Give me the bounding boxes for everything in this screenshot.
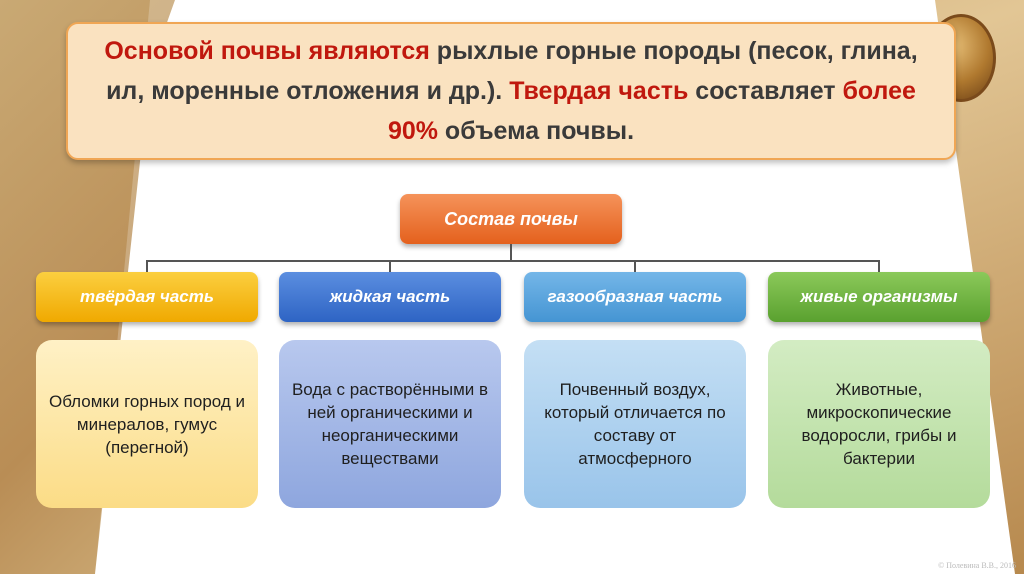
connector-branch-solid: [146, 260, 148, 272]
description-gas: Почвенный воздух, который отличается по составу от атмосферного: [524, 340, 746, 508]
intro-highlight-basis: Основой почвы являются: [104, 37, 430, 65]
intro-highlight-solid: Твердая часть: [509, 77, 689, 105]
category-solid: твёрдая часть: [36, 272, 258, 322]
connector-branch-gas: [634, 260, 636, 272]
intro-callout: [66, 22, 956, 160]
description-liquid: Вода с растворёнными в ней органическими и неорганическими веществами: [279, 340, 501, 508]
intro-highlight-percent: более 90%: [387, 77, 916, 145]
copyright-footer: © Полевина В.В., 2016: [938, 561, 1016, 570]
connector-root-stem: [510, 244, 512, 261]
connector-branch-organisms: [878, 260, 880, 272]
category-liquid: жидкая часть: [279, 272, 501, 322]
connector-horizontal: [146, 260, 880, 262]
category-gas: газообразная часть: [524, 272, 746, 322]
root-node-soil-composition: Состав почвы: [400, 194, 622, 244]
description-organisms: Животные, микроскопические водоросли, грибы и бактерии: [768, 340, 990, 508]
category-organisms: живые организмы: [768, 272, 990, 322]
intro-text-makes-up: составляет: [688, 77, 843, 105]
connector-branch-liquid: [389, 260, 391, 272]
intro-text-volume: объема почвы.: [437, 117, 635, 145]
intro-text: [94, 31, 928, 151]
intro-text-rocks: рыхлые горные породы (песок, глина, ил, моренные отложения и др.).: [106, 37, 918, 105]
description-solid: Обломки горных пород и минералов, гумус (перегной): [36, 340, 258, 508]
